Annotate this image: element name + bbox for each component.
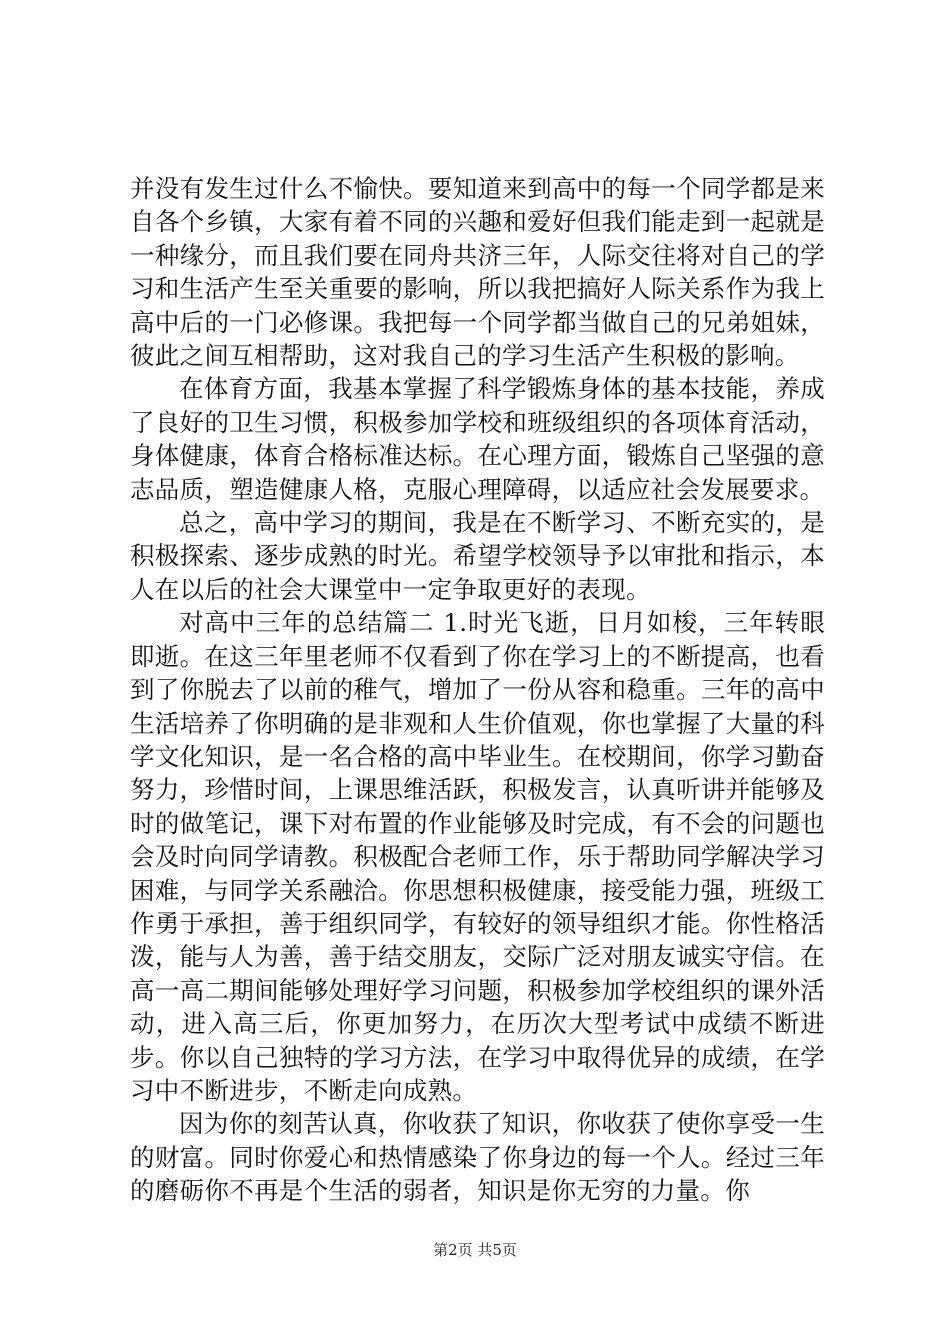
page-footer [0,1240,950,1260]
paragraph-3: 总之，高中学习的期间，我是在不断学习、不断充实的，是积极探索、逐步成熟的时光。希望学校领导予以审批和指示，本人在以后的社会大课堂中一定争取更好的表现。 [130,508,825,604]
paragraph-2: 在体育方面，我基本掌握了科学锻炼身体的基本技能，养成了良好的卫生习惯，积极参加学校和班级组织的各项体育活动，身体健康，体育合格标准达标。在心理方面，锻炼自己坚强的意志品质，塑造健康人格，克服心理障碍，以适应社会发展要求。 [130,374,825,504]
page-number-label: 第2页 共5页 [433,1241,517,1259]
paragraph-1: 并没有发生过什么不愉快。要知道来到高中的每一个同学都是来自各个乡镇，大家有着不同的兴趣和爱好但我们能走到一起就是一种缘分，而且我们要在同舟共济三年，人际交往将对自己的学习和生活产生至关重要的影响，所以我把搞好人际关系作为我上高中后的一门必修课。我把每一个同学都当做自己的兄弟姐妹，彼此之间互相帮助，这对我自己的学习生活产生积极的影响。 [130,174,825,371]
paragraph-4: 对高中三年的总结篇二 1.时光飞逝，日月如梭，三年转眼即逝。在这三年里老师不仅看到了你在学习上的不断提高，也看到了你脱去了以前的稚气，增加了一份从容和稳重。三年的高中生活培养了你明确的是非观和人生价值观，你也掌握了大量的科学文化知识，是一名合格的高中毕业生。在校期间，你学习勤奋努力，珍惜时间，上课思维活跃，积极发言，认真听讲并能够及时的做笔记，课下对布置的作业能够及时完成，有不会的问题也会及时向同学请教。积极配合老师工作，乐于帮助同学解决学习困难，与同学关系融洽。你思想积极健康，接受能力强，班级工作勇于承担，善于组织同学，有较好的领导组织才能。你性格活泼，能与人为善，善于结交朋友，交际广泛对朋友诚实守信。在高一高二期间能够处理好学习问题，积极参加学校组织的课外活动，进入高三后，你更加努力，在历次大型考试中成绩不断进步。你以自己独特的学习方法，在学习中取得优异的成绩，在学习中不断进步，不断走向成熟。 [130,608,825,1105]
document-body [130,172,825,1208]
paragraph-5: 因为你的刻苦认真，你收获了知识，你收获了使你享受一生的财富。同时你爱心和热情感染了你身边的每一个人。经过三年的磨砺你不再是个生活的弱者，知识是你无穷的力量。你 [130,1109,825,1206]
